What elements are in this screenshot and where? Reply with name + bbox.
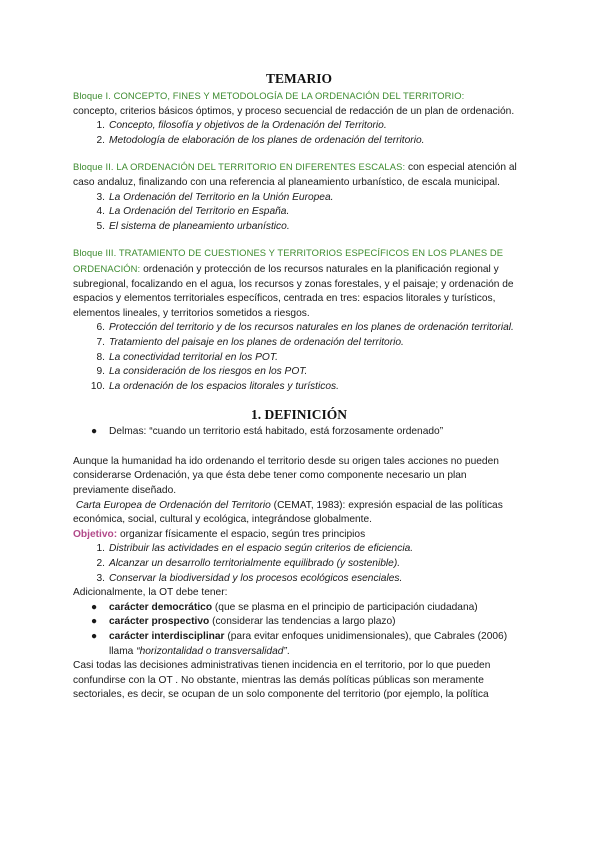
list-item: ● carácter prospectivo (considerar las tendencias a largo plazo) (73, 615, 525, 630)
paragraph-humanidad: Aunque la humanidad ha ido ordenando el territorio desde su origen tales acciones no pueden considerarse Ordenación, ya que ésta debe tener como componente necesario un plan previamente diseñado. (73, 455, 499, 497)
bloque-2-paragraph (73, 160, 525, 190)
document-page (73, 70, 525, 703)
list-item: 7. Tratamiento del paisaje en los planes de ordenación del territorio. (96, 336, 404, 348)
carta-text: (CEMAT, 1983): expresión espacial de las políticas económica, social, cultural y ecológica, integrándose globalmente. (73, 499, 503, 526)
bloque-1 (73, 89, 525, 148)
bloque-2 (73, 160, 525, 234)
bloque-1-text: concepto, criterios básicos óptimos, y proceso secuencial de redacción de un plan de ordenación. (73, 105, 515, 117)
bloque-2-heading: Bloque II. LA ORDENACIÓN DEL TERRITORIO EN DIFERENTES ESCALAS: (73, 161, 406, 173)
section-heading-definicion: 1. DEFINICIÓN (250, 407, 347, 423)
bloque-1-paragraph (73, 89, 525, 119)
list-item: 1. Distribuir las actividades en el espacio según criterios de eficiencia. (96, 543, 414, 555)
list-item: 4. La Ordenación del Territorio en España. (96, 206, 290, 218)
list-item: 2. Alcanzar un desarrollo territorialmente equilibrado (y sostenible). (96, 558, 401, 570)
caracteres-list (73, 601, 525, 659)
list-item: 2. Metodología de elaboración de los planes de ordenación del territorio. (96, 134, 425, 146)
list-item: 8. La conectividad territorial en los POT. (96, 351, 278, 363)
bloque-3 (73, 246, 525, 394)
paragraph-objetivo (73, 528, 525, 543)
carta-title: Carta Europea de Ordenación del Territorio (75, 499, 271, 511)
bloque-2-list (73, 191, 525, 235)
list-item: 10. La ordenación de los espacios litorales y turísticos. (90, 380, 339, 392)
bloque-1-list (73, 119, 525, 148)
list-item: ● carácter democrático (que se plasma en el principio de participación ciudadana) (73, 601, 525, 616)
list-item: 1. Concepto, filosofía y objetivos de la Ordenación del Territorio. (96, 120, 387, 132)
list-item: 3. Conservar la biodiversidad y los procesos ecológicos esenciales. (96, 572, 403, 584)
list-item: 3. La Ordenación del Territorio en la Unión Europea. (96, 191, 334, 203)
bullet-icon: ● (91, 426, 98, 438)
list-item: 5. El sistema de planeamiento urbanístico. (96, 220, 290, 232)
bullet-icon: ● (91, 631, 98, 642)
list-item: ● carácter interdisciplinar (para evitar enfoques unidimensionales), que Cabrales (2006) llama “horizontalidad o transversalidad”. (91, 631, 508, 657)
paragraph-decisiones: Casi todas las decisiones administrativas tienen incidencia en el territorio, por lo que pueden confundirse con la OT . No obstante, mientras las demás políticas públicas son meramente sectoriales, es decir, se ocupan de un solo componente del territorio (por ejemplo, la política (73, 660, 491, 701)
bloque-1-heading: Bloque I. CONCEPTO, FINES Y METODOLOGÍA DE LA ORDENACIÓN DEL TERRITORIO: (73, 90, 465, 101)
bullet-icon: ● (91, 601, 98, 613)
paragraph-adicional: Adicionalmente, la OT debe tener: (73, 587, 228, 599)
bloque-3-text: ordenación y protección de los recursos naturales en la planificación regional y subregional, focalizando en el agua, los recursos y zonas forestales, y el paisaje; y ordenación de espacios y elementos territoriales específicos, centrada en tres: espacios litorales y turísticos, elementos lineales, y territorios sometidos a riesgos. (73, 263, 514, 319)
paragraph-carta (73, 499, 525, 528)
objetivo-text: organizar físicamente el espacio, según tres principios (117, 528, 366, 540)
list-item: 6. Protección del territorio y de los recursos naturales en los planes de ordenación territorial. (96, 322, 514, 334)
delmas-bullet-list (73, 425, 525, 440)
bullet-icon: ● (91, 616, 98, 628)
bloque-3-paragraph (73, 246, 525, 321)
list-item: 9. La consideración de los riesgos en los POT. (96, 366, 308, 378)
bloque-3-list (73, 321, 525, 394)
principios-list (73, 542, 525, 586)
objetivo-label: Objetivo: (73, 528, 118, 540)
page-title: TEMARIO (265, 71, 332, 86)
list-item: ● Delmas: “cuando un territorio está habitado, está forzosamente ordenado” (73, 425, 525, 440)
bloque-2-text: con especial atención al caso andaluz, finalizando con una referencia al planeamiento urbanístico, de escala municipal. (73, 162, 517, 188)
bloque-3-heading: Bloque III. TRATAMIENTO DE CUESTIONES Y TERRITORIOS ESPECÍFICOS EN LOS PLANES DE ORDENACIÓN: (73, 247, 504, 274)
